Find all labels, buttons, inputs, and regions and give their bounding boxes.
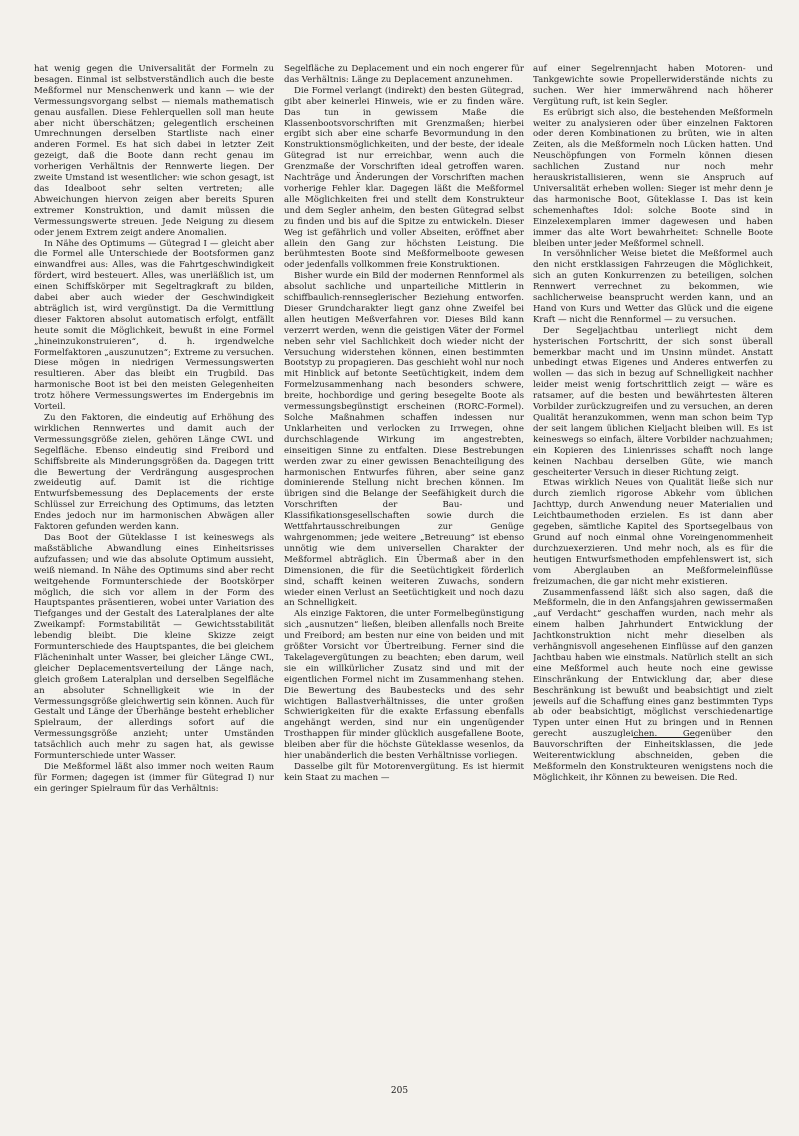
paragraph: Der Segeljachtbau unterliegt nicht dem hysterischen Fortschritt, der sich sonst überall bemerkbar macht und im Unsinn mündet. Anstatt unbedingt etwas Eigenes und Anderes entwerfen zu wollen — das sich in bezug auf Schnelligkeit nachher leider meist wenig fortschrittlich zeigt — wäre es ratsamer, auf die besten und bewährtesten älteren Vorbilder zurückzugreifen und zu versuchen, an deren Qualität heranzukommen, wenn man schon beim Typ der seit langem üblichen Kieljacht bleiben will. Es ist keineswegs so einfach, ältere Vorbilder nachzuahmen; ein Kopieren des Linienrisses schafft noch lange keinen Nachbau derselben Güte, wie manch gescheiterter Versuch in dieser Richtung zeigt. (533, 325, 773, 478)
paragraph: Bisher wurde ein Bild der modernen Rennformel als absolut sachliche und unparteiliche Mittlerin in schiffbaulich-rennseglerischer Beziehung entworfen. Dieser Grundcharakter liegt ganz ohne Zweifel bei allen heutigen Meßverfahren vor. Dieses Bild kann verzerrt werden, wenn die geistigen Väter der Formel neben sehr viel Sachlichkeit doch wieder nicht der Versuchung widerstehen können, einen bestimmten Bootstyp zu propagieren. Das geschieht wohl nur noch mit Hinblick auf betonte Seetüchtigkeit, indem dem Formelzusammenhang nach besonders schwere, breite, hochbordige und gering besegelte Boote als vermessungsbegünstigt erscheinen (RORC-Formel). Solche Maßnahmen schaffen indessen nur Unklarheiten und verlocken zu Irrwegen, ohne durchschlagende Wirkung im angestrebten, einseitigen Sinne zu entfalten. Diese Bestrebungen werden zwar zu einer gewissen Benachteiligung des harmonischen Entwurfes führen, aber seine ganz dominierende Stellung nicht brechen können. Im übrigen sind die Belange der Seefähigkeit durch die Vorschriften der Bau- und Klassifikationsgesellschaften sowie durch die Wettfahrtausschreibungen zur Genüge wahrgenommen; jede weitere „Betreuung“ ist ebenso unnötig wie dem universellen Charakter der Meßformel abträglich. Ein Übermaß aber in den Dimensionen, die für die Seetüchtigkeit förderlich sind, schafft keinen weiteren Zuwachs, sondern wieder einen Verlust an Seetüchtigkeit und noch dazu an Schnelligkeit. (284, 271, 524, 609)
paragraph: Zusammenfassend läßt sich also sagen, daß die Meßformeln, die in den Anfangsjahren gewissermaßen „auf Verdacht“ geschaffen wurden, nach mehr als einem halben Jahrhundert Entwicklung der Jachtkonstruktion nicht mehr dieselben als verhängnisvoll angesehenen Einflüsse auf den ganzen Jachtbau haben wie einstmals. Natürlich stellt an sich eine Meßformel auch heute noch eine gewisse Einschränkung der Entwicklung dar, aber diese Beschränkung ist bewußt und beabsichtigt und zielt jeweils auf die Schaffung eines ganz bestimmten Typs ab oder beabsichtigt, möglichst verschiedenartige Typen unter einen Hut zu bringen und in Rennen gerecht auszugleichen. Gegenüber den Bauvorschriften der Einheitsklassen, die jede Weiterentwicklung abschneiden, geben die Meßformeln den Konstrukteuren wenigstens noch die Möglichkeit, ihr Können zu beweisen. Die Red. (533, 587, 773, 783)
paragraph: Das Boot der Güteklasse I ist keineswegs als maßstäbliche Abwandlung eines Einheitsrisses aufzufassen; und wie das absolute Optimum aussieht, weiß niemand. In Nähe des Optimums sind aber recht weitgehende Formunterschiede der Bootskörper möglich, die sich vor allem in der Form des Hauptspantes präsentieren, wobei unter Variation des Tiefganges und der Gestalt des Lateralplanes der alte Zweikampf: Formstabilität — Gewichtsstabilität lebendig bleibt. Die kleine Skizze zeigt Formunterschiede des Hauptspantes, die bei gleichem Flächeninhalt unter Wasser, bei gleicher Länge CWL, gleicher Deplacementsverteilung der Länge nach, gleich großem Lateralplan und derselben Segelfläche an absoluter Schnelligkeit wie in der Vermessungsgröße gleichwertig sein können. Auch für Gestalt und Länge der Überhänge besteht erheblicher Spielraum, der allerdings sofort auf die Vermessungsgröße anzieht; unter Umständen tatsächlich auch mehr zu sagen hat, als gewisse Formunterschiede unter Wasser. (34, 532, 274, 762)
paragraph: Zu den Faktoren, die eindeutig auf Erhöhung des wirklichen Rennwertes und damit auch der Vermessungsgröße zielen, gehören Länge CWL und Segelfläche. Ebenso eindeutig sind Freibord und Schiffsbreite als Minderungsgrößen da. Dagegen tritt die Bewertung der Verdrängung ausgesprochen zweideutig auf. Damit ist die richtige Entwurfsbemessung des Deplacements der erste Schlüssel zur Erreichung des Optimums, das letzten Endes jedoch nur im harmonischen Abwägen aller Faktoren gefunden werden kann. (34, 413, 274, 533)
paragraph: hat wenig gegen die Universalität der Formeln zu besagen. Einmal ist selbstverständlich auch die beste Meßformel nur Menschenwerk und kann — wie der Vermessungsvorgang selbst — niemals mathematisch genau ausfallen. Diese Fehlerquellen soll man heute aber nicht überschätzen; gelegentlich erscheinen Umrechnungen derselben Startliste nach einer anderen Formel. Es hat sich dabei in letzter Zeit gezeigt, daß die Boote dann recht genau im vorherigen Verhältnis der Rennwerte liegen. Der zweite Umstand ist wesentlicher: wie schon gesagt, ist das Idealboot sehr selten vertreten; alle Abweichungen hiervon zeigen aber bereits Spuren extremer Konstruktion, und damit müssen die Vermessungswerte streuen. Jede Neigung zu diesem oder jenem Extrem zeigt andere Anomalien. (34, 64, 274, 238)
paragraph: Etwas wirklich Neues von Qualität ließe sich nur durch ziemlich rigorose Abkehr vom üblichen Jachttyp, durch Anwendung neuer Materialien und Leichtbaumethoden erzielen. Es ist dann aber gegeben, sämtliche Kapitel des Sportsegelbaus von Grund auf noch einmal ohne Voreingenommenheit durchzuexerzieren. Und mehr noch, als es für die heutigen Entwurfsmethoden empfehlenswert ist, sich vom Aberglauben an Meßformeleinflüsse freizumachen, die gar nicht mehr existieren. (533, 478, 773, 587)
paragraph: Die Formel verlangt (indirekt) den besten Gütegrad, gibt aber keinerlei Hinweis, wie er zu finden wäre. Das tun in gewissem Maße die Klassenbootsvorschriften mit Grenzmaßen; hierbei ergibt sich aber eine scharfe Bevormundung in den Konstruktionsmöglichkeiten, und der beste, der ideale Gütegrad ist nur erreichbar, wenn auch die Grenzmaße der Vorschriften ideal getroffen waren. Nachträge und Änderungen der Vorschriften machen vorherige Fehler klar. Dagegen läßt die Meßformel alle Möglichkeiten frei und stellt dem Konstrukteur und dem Segler anheim, den besten Gütegrad selbst zu finden und bis auf die Spitze zu entwickeln. Dieser Weg ist gefährlich und voller Abseiten, eröffnet aber allein den Gang zur höchsten Leistung. Die berühmtesten Boote sind Meßformelboote gewesen oder jedenfalls vollkommen freie Konstruktionen. (284, 85, 524, 271)
paragraph: In Nähe des Optimums — Gütegrad I — gleicht aber die Formel alle Unterschiede der Bootsformen ganz einwandfrei aus: Alles, was die Fahrtgeschwindigkeit fördert, wird besteuert. Alles, was unerläßlich ist, um einen Schiffskörper mit Segeltragkraft zu bilden, dabei aber auch wieder der Geschwindigkeit abträglich ist, wird vergünstigt. Da die Vermittlung dieser Faktoren absolut automatisch erfolgt, entfällt heute somit die Möglichkeit, bewußt in eine Formel „hineinzukonstruieren“, d. h. irgendwelche Formelfaktoren „auszunutzen“; Extreme zu versuchen. Diese mögen in niedrigen Vermessungswerten resultieren. Aber das bleibt ein Trugbild. Das harmonische Boot ist bei den meisten Gelegenheiten trotz höhere Vermessungswertes im Endergebnis im Vorteil. (34, 238, 274, 413)
paragraph: Segelfläche zu Deplacement und ein noch engerer für das Verhältnis: Länge zu Deplacement anzunehmen. (284, 64, 524, 85)
page-number: 205 (390, 1086, 409, 1096)
text-column-3 (533, 64, 773, 1064)
paragraph: Dasselbe gilt für Motorenvergütung. Es ist hiermit kein Staat zu machen — (284, 762, 524, 783)
paragraph: Als einzige Faktoren, die unter Formelbegünstigung sich „ausnutzen“ ließen, bleiben allenfalls noch Breite und Freibord; am besten nur eine von beiden und mit größter Vorsicht vor Übertreibung. Ferner sind die Takelagevergütungen zu beachten; eben darum, weil sie ein willkürlicher Zusatz sind und mit der eigentlichen Formel nicht im Zusammenhang stehen. Die Bewertung des Baubestecks und des sehr wichtigen Ballastverhältnisses, die unter großen Schwierigkeiten für die exakte Erfassung ebenfalls angehängt werden, sind nur ein ungenügender Trosthappen für minder glücklich ausgefallene Boote, bleiben aber für die höchste Güteklasse wesenlos, da hier unabänderlich die besten Verhältnisse vorliegen. (284, 609, 524, 762)
paragraph: auf einer Segelrennjacht haben Motoren- und Tankgewichte sowie Propellerwiderstände nichts zu suchen. Wer hier immerwährend nach höherer Vergütung ruft, ist kein Segler. (533, 64, 773, 107)
section-divider (633, 737, 695, 738)
text-column-1 (34, 64, 274, 1064)
text-column-2 (284, 64, 524, 1064)
paragraph: In versöhnlicher Weise bietet die Meßformel auch den nicht erstklassigen Fahrzeugen die Möglichkeit, sich an guten Konkurrenzen zu beteiligen, solchen Rennwert verrechnet zu bekommen, wie sachlicherweise beansprucht werden kann, und an Hand von Kurs und Wetter das Glück und die eigene Kraft — nicht die Rennformel — zu versuchen. (533, 249, 773, 325)
paragraph: Die Meßformel läßt also immer noch weiten Raum für Formen; dagegen ist (immer für Gütegrad I) nur ein geringer Spielraum für das Verhältnis: (34, 762, 274, 794)
paragraph: Es erübrigt sich also, die bestehenden Meßformeln weiter zu analysieren oder über einzelnen Faktoren oder deren Kombinationen zu brüten, wie in alten Zeiten, als die Meßformeln noch Lücken hatten. Und Neuschöpfungen von Formeln können diesen sachlichen Zustand nur noch mehr herauskristallisieren, wenn sie Anspruch auf Universalität erheben wollen: Sieger ist mehr denn je das harmonische Boot, Güteklasse I. Das ist kein schemenhaftes Idol: solche Boote sind in Einzelexemplaren immer dagewesen und haben immer das alte Wort bewahrheitet: Schnelle Boote bleiben unter jeder Meßformel schnell. (533, 107, 773, 249)
